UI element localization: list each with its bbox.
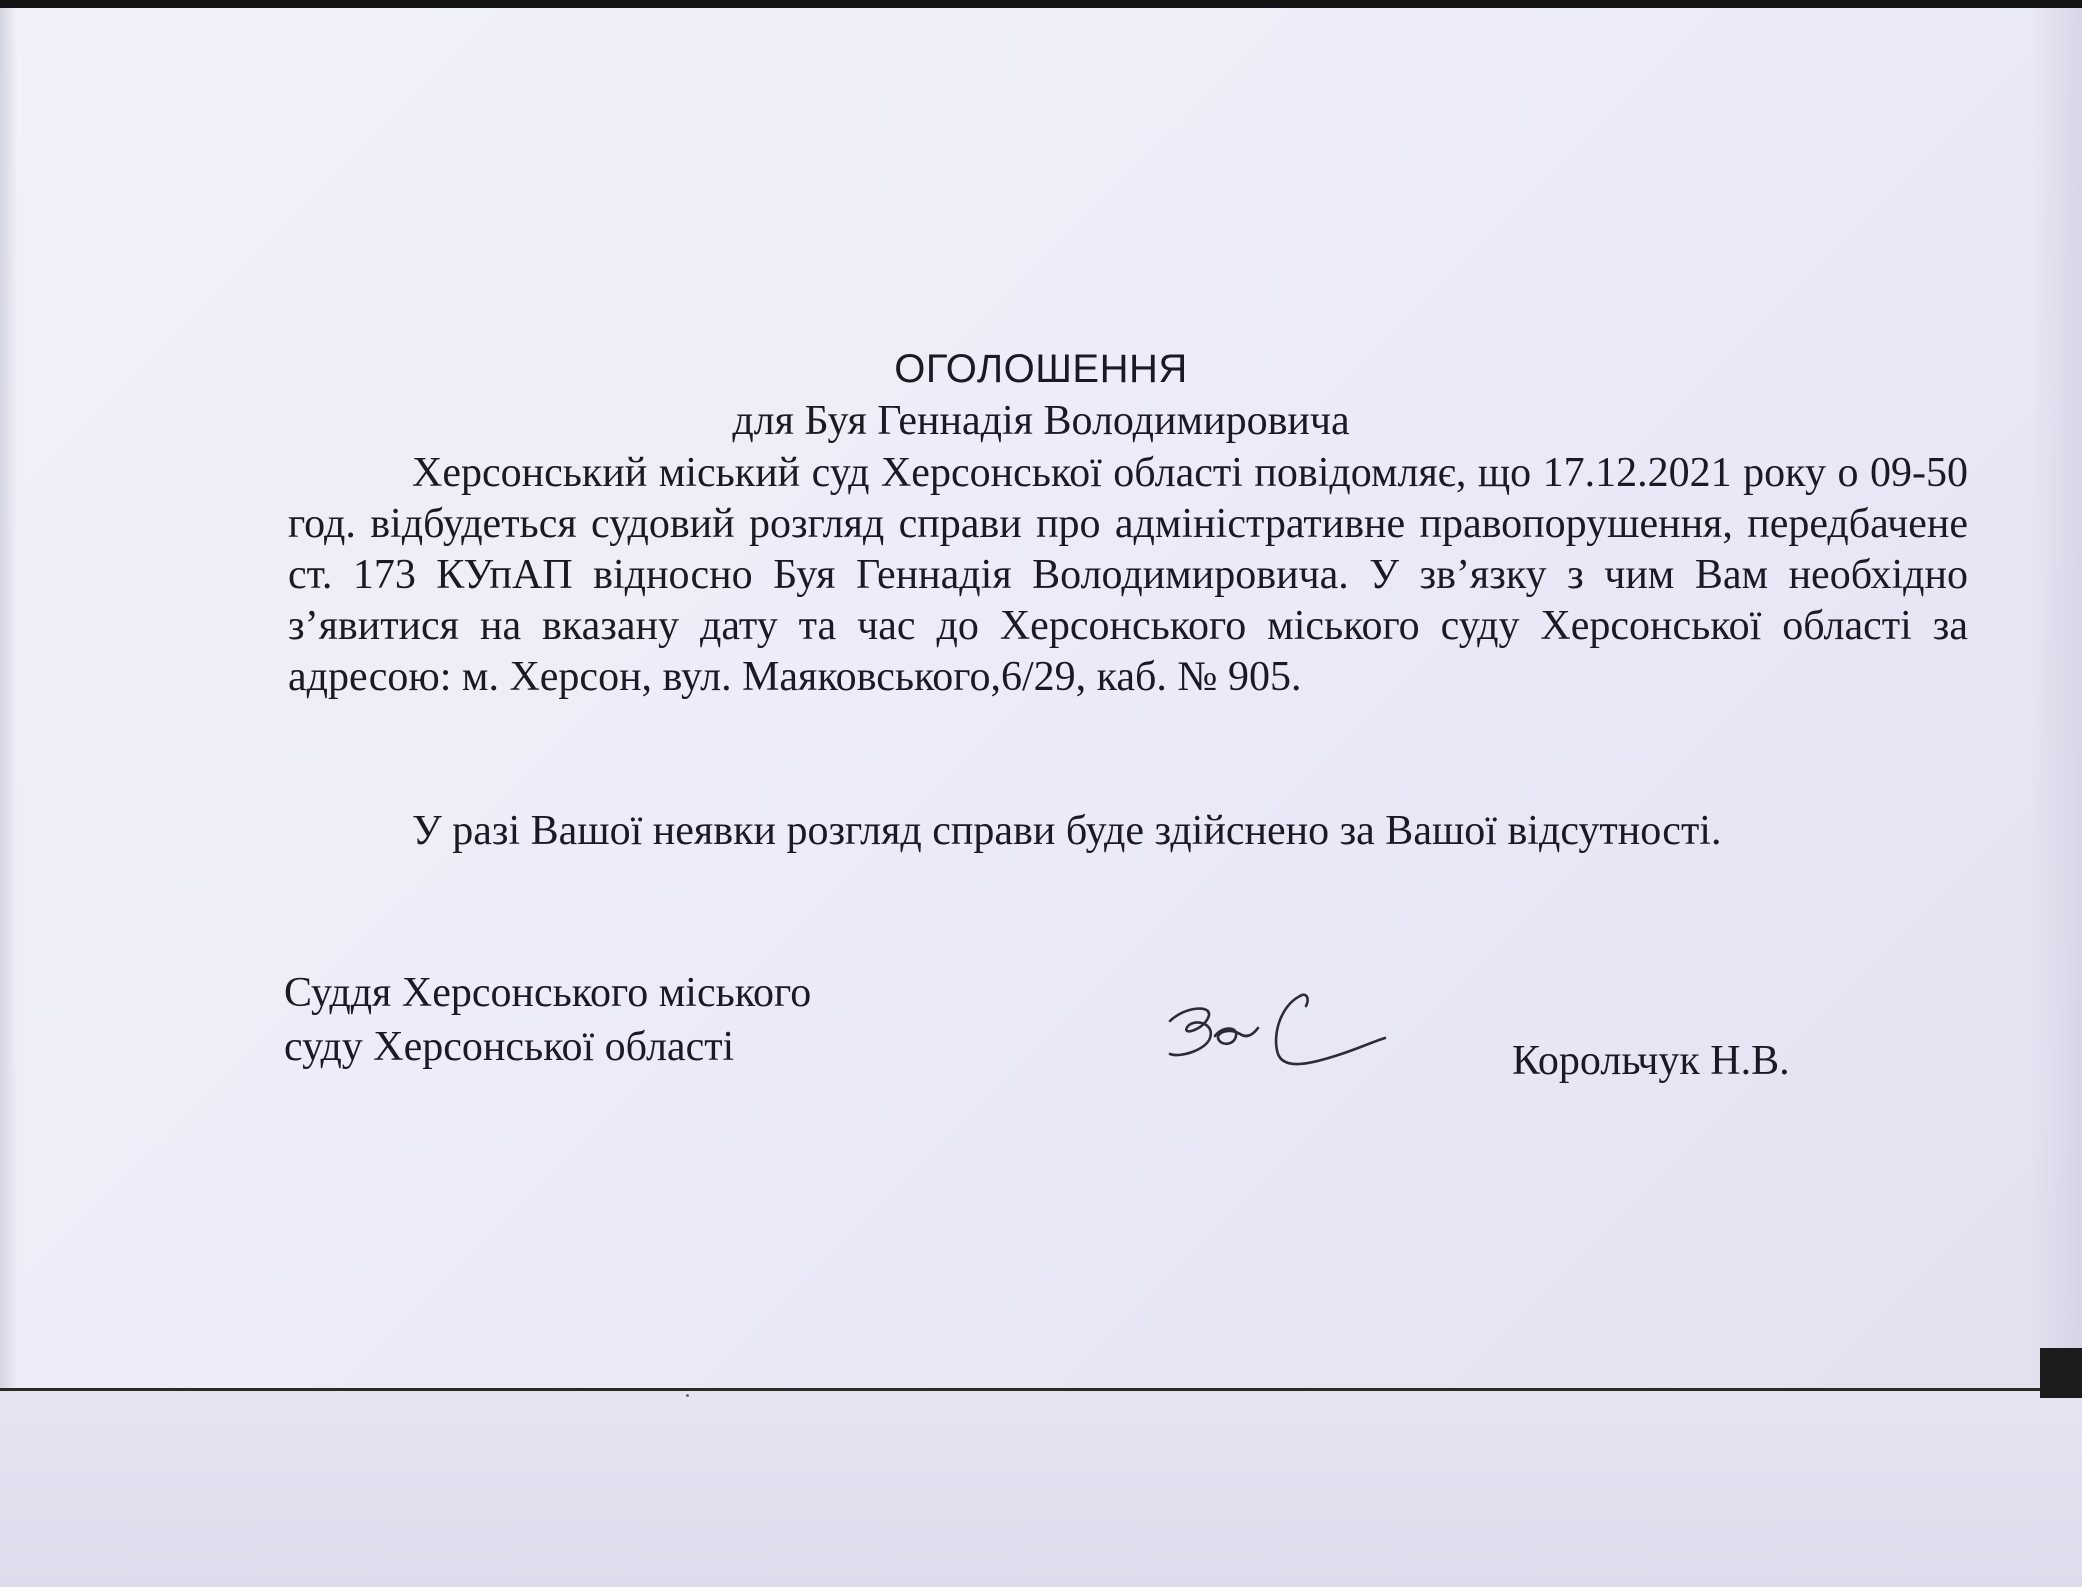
notice-recipient: для Буя Геннадія Володимировича — [732, 398, 1350, 444]
judge-name: Корольчук Н.В. — [1512, 1038, 1790, 1084]
paper-sheet — [0, 8, 2082, 1587]
handwritten-signature — [1160, 976, 1390, 1086]
notice-title: ОГОЛОШЕННЯ — [894, 347, 1188, 391]
notice-paragraph-2: У разі Вашої неявки розгляд справи буде здійснено за Вашої відсутності. — [412, 808, 1722, 854]
paper-corner-shadow — [2040, 1348, 2082, 1398]
paper-speck — [686, 1394, 689, 1397]
notice-paragraph-1: Херсонський міський суд Херсонської області повідомляє, що 17.12.2021 року о 09-50 год. відбудеться судовий розгляд справи про адміністративне правопорушення, передбачене ст. 173 КУпАП відносно Буя Геннадія Володимировича. У зв’язку з чим Вам необхідно з’явитися на вказану дату та час до Херсонського міського суду Херсонської області за адресою: м. Херсон, вул. Маяковського,6/29, каб. № 905. — [288, 450, 1968, 700]
judge-title-line-1: Суддя Херсонського міського — [284, 970, 812, 1016]
judge-title-line-2: суду Херсонської області — [284, 1024, 735, 1070]
paper-lower-section — [0, 1391, 2082, 1587]
paper-left-shading — [0, 8, 18, 1408]
paper-right-shading — [2030, 8, 2082, 1388]
judge-title — [284, 966, 984, 1074]
